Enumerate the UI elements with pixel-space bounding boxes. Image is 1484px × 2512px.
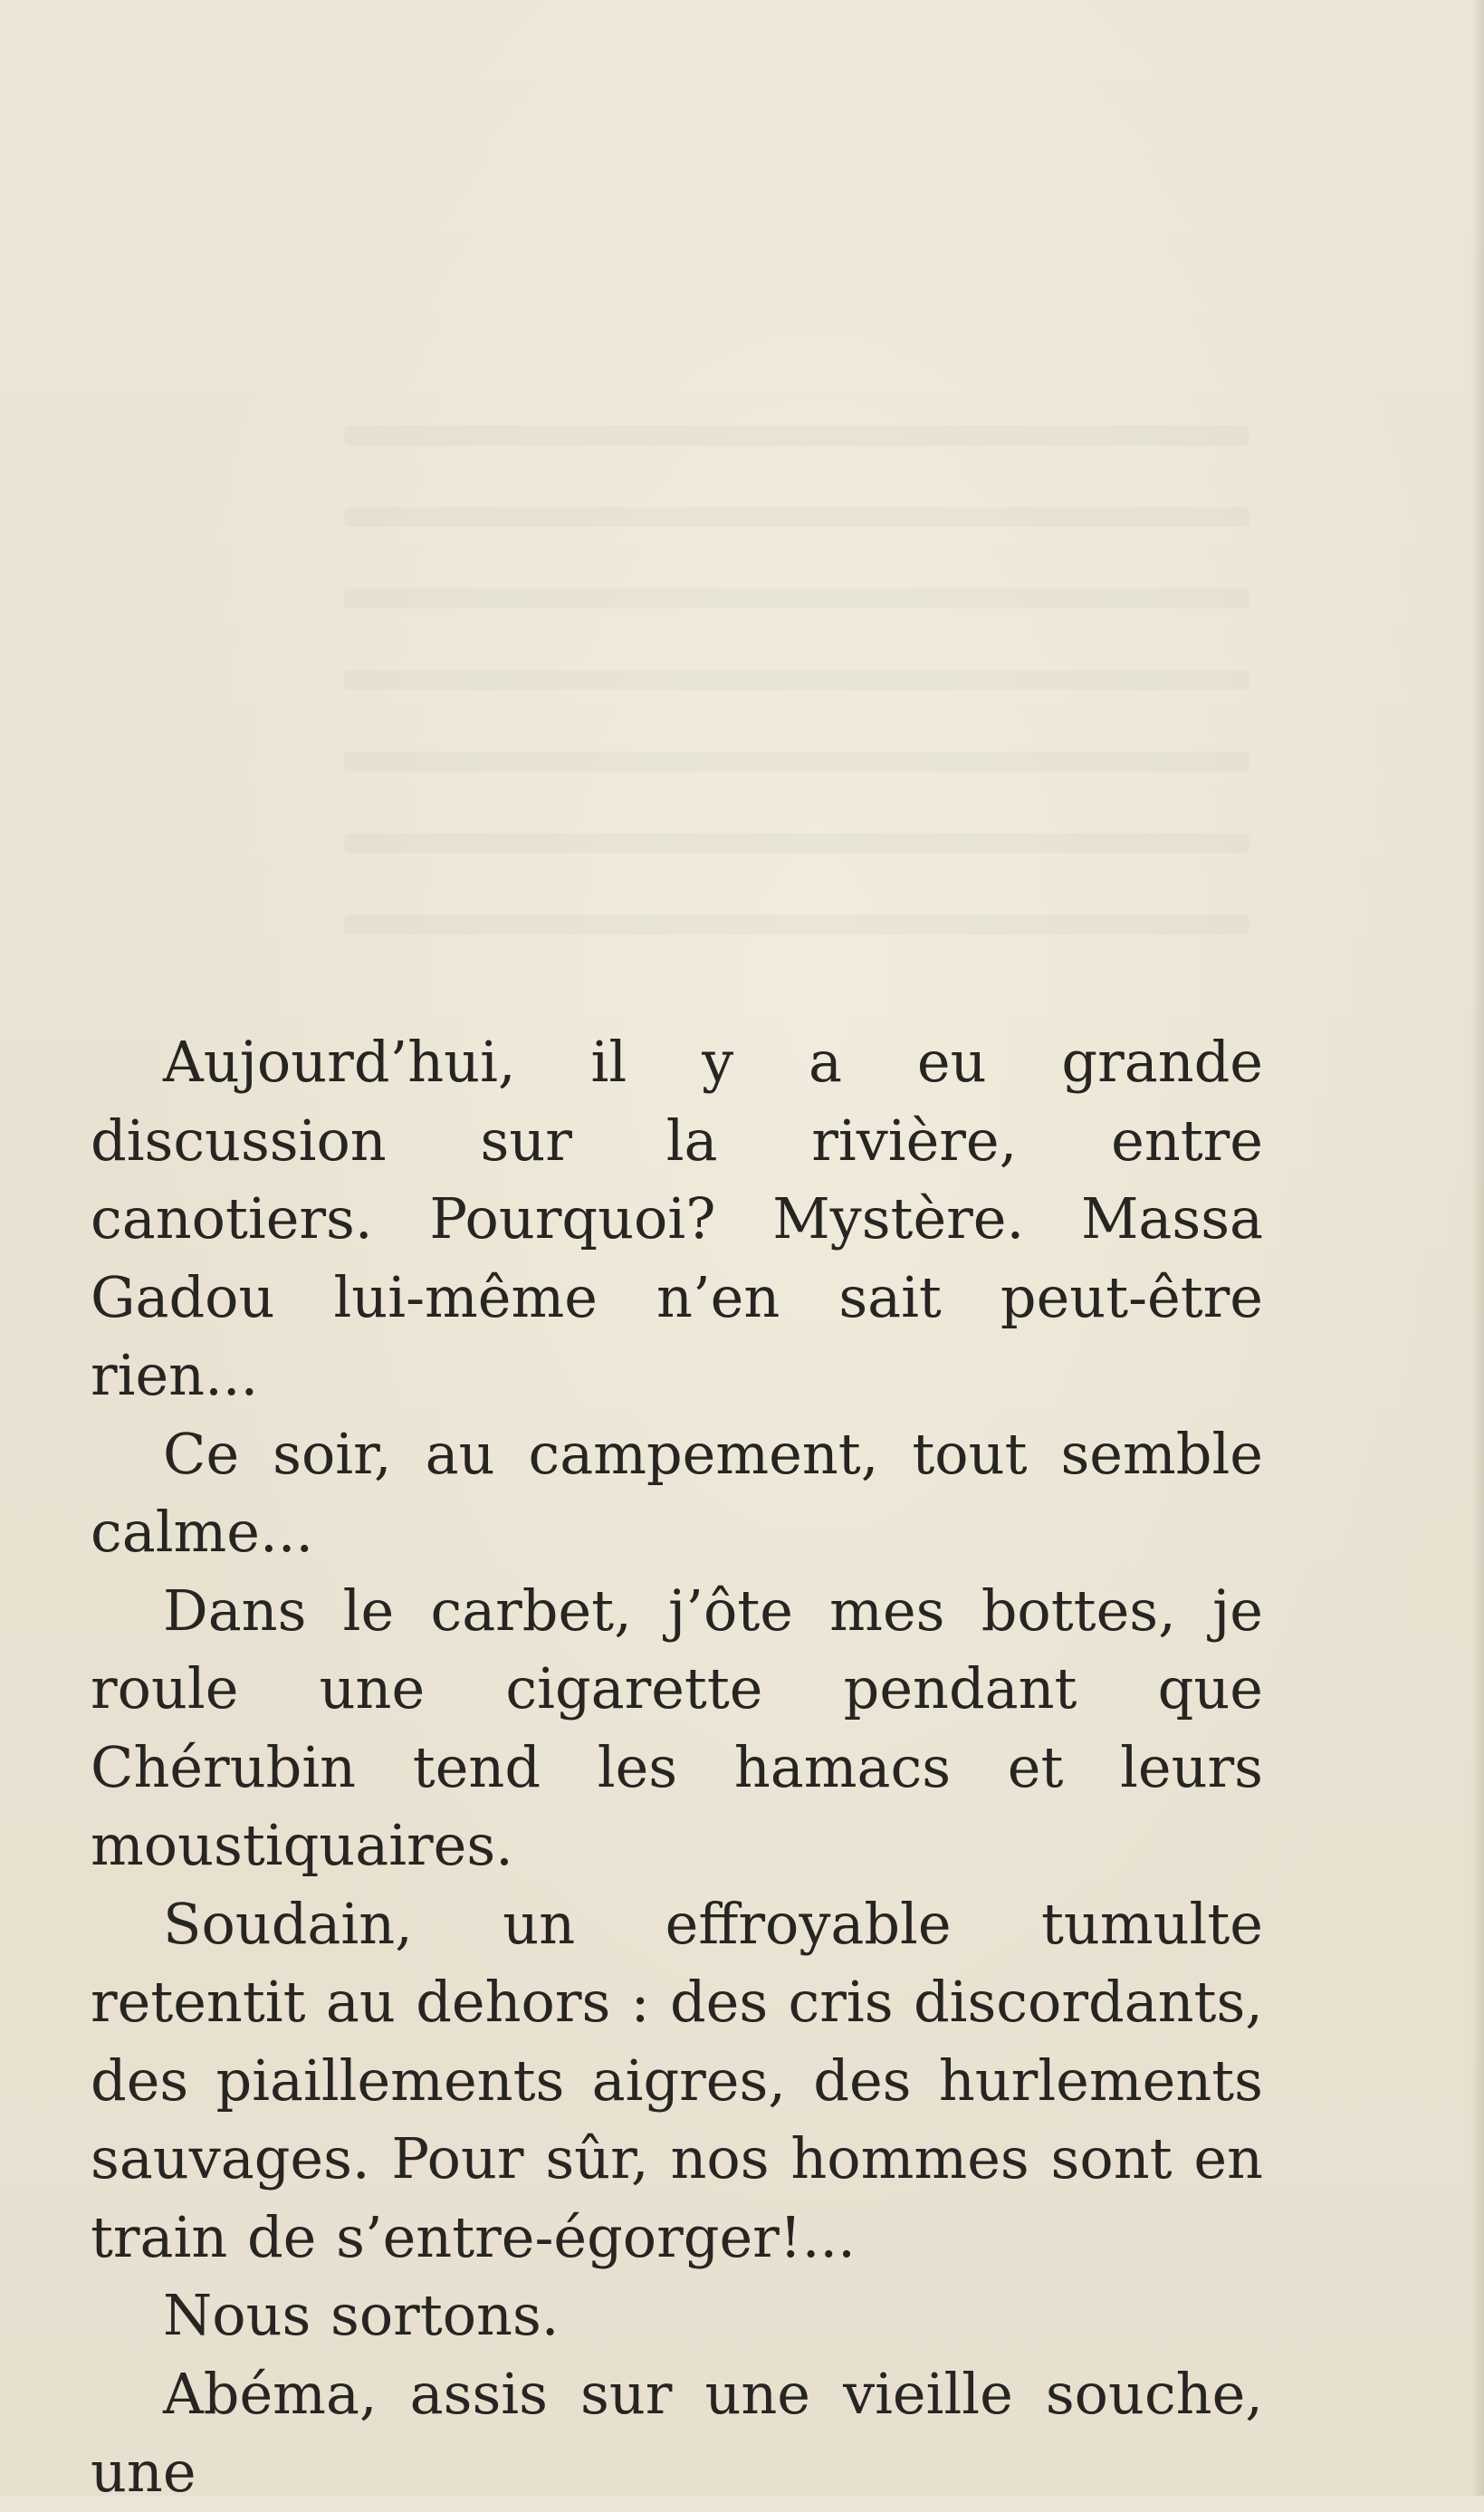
body-text — [91, 1023, 1263, 2512]
paragraph: Soudain, un effroyable tumulte retentit au dehors : des cris discordants, des piaillements aigres, des hurlements sauvages. Pour sûr, nos hommes sont en train de s’entre-égorger!... — [91, 1890, 1263, 2270]
page-edge-shadow — [1471, 0, 1484, 2496]
bleed-through-shadow — [344, 833, 1249, 853]
paragraph: Ce soir, au campement, tout semble calme... — [91, 1420, 1263, 1565]
paragraph: Aujourd’hui, il y a eu grande discussion sur la rivière, entre canotiers. Pourquoi? Mystère. Massa Gadou lui-même n’en sait peut-être rien... — [91, 1029, 1263, 1408]
paragraph: Dans le carbet, j’ôte mes bottes, je roule une cigarette pendant que Chérubin tend les hamacs et leurs moustiquaires. — [91, 1577, 1263, 1878]
bleed-through-shadow — [344, 752, 1249, 772]
bleed-through-shadow — [344, 589, 1249, 609]
bleed-through-shadow — [344, 915, 1249, 935]
paragraph: Nous sortons. — [163, 2282, 560, 2348]
bleed-through-shadow — [344, 507, 1249, 527]
paragraph: Abéma, assis sur une vieille souche, une — [91, 2360, 1263, 2505]
bleed-through-shadow — [344, 426, 1249, 446]
bleed-through-shadow — [344, 670, 1249, 690]
